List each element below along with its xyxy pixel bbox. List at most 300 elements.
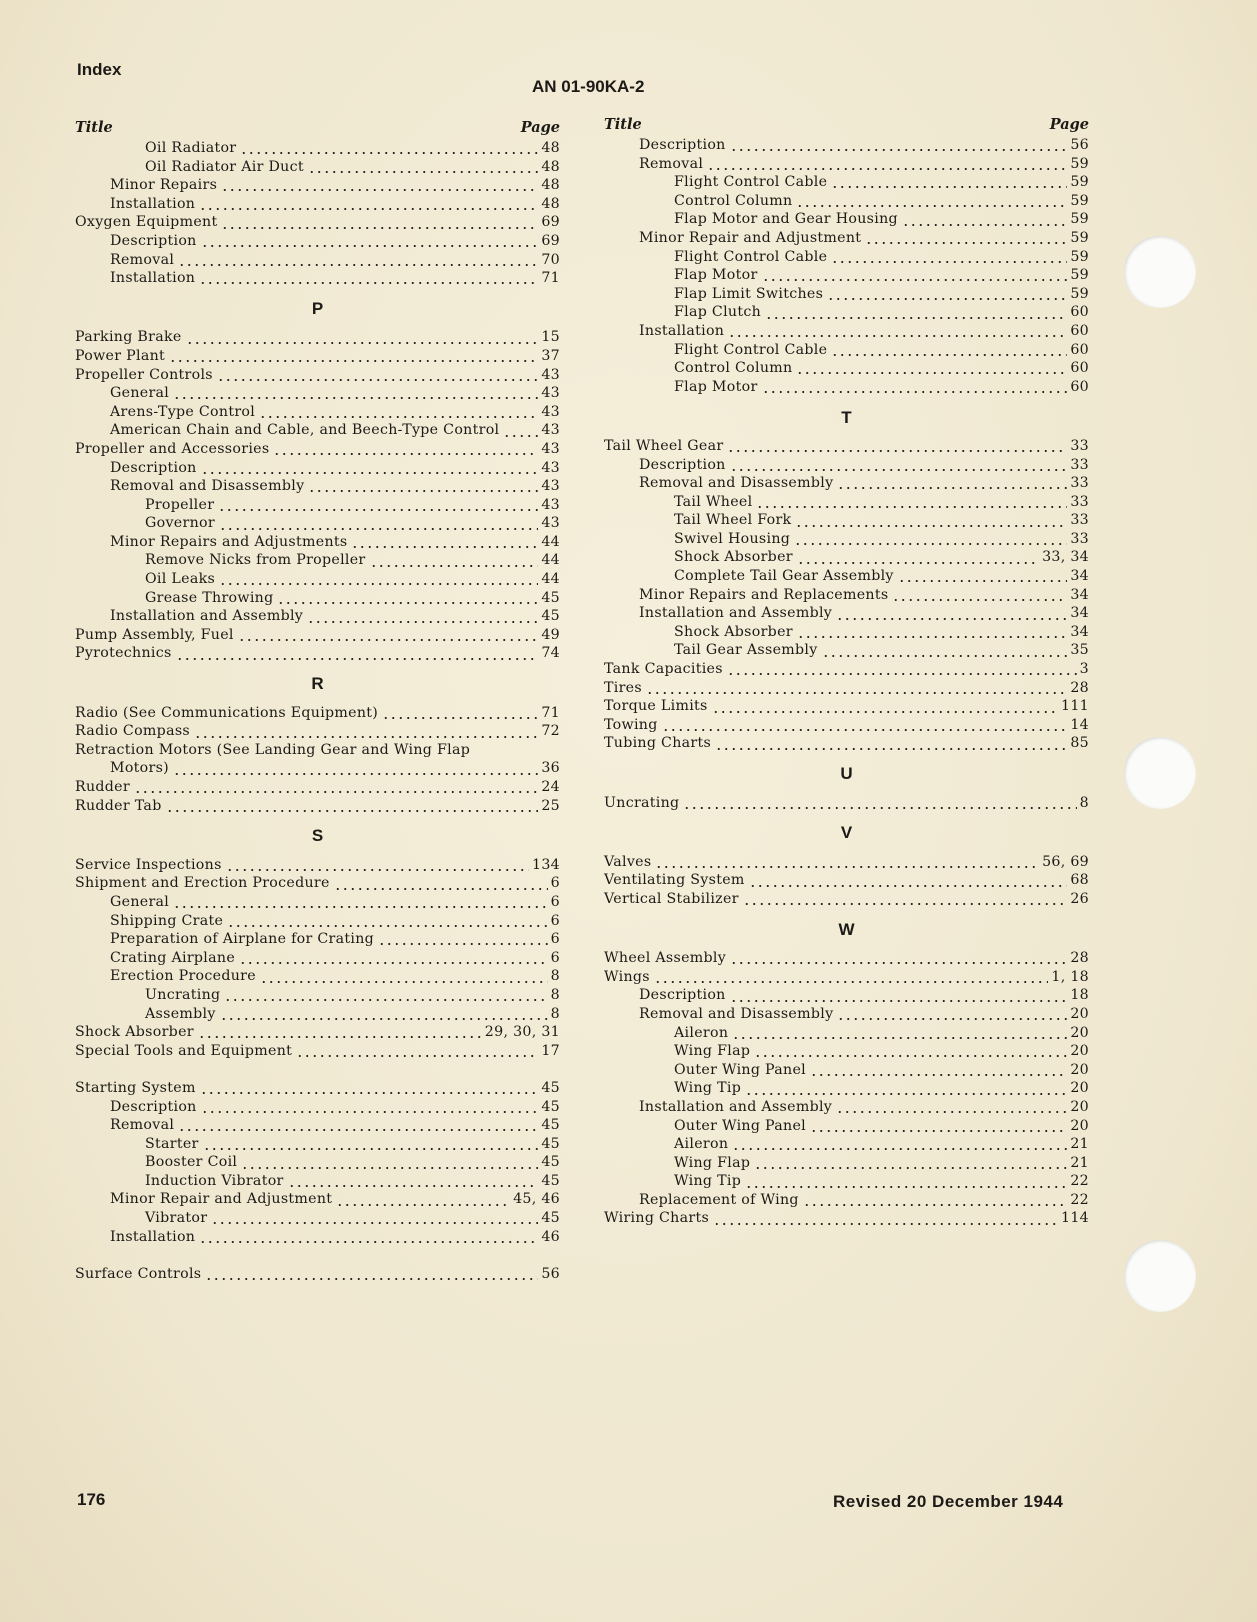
entry-title: Wings — [604, 968, 650, 985]
dot-leader — [273, 448, 538, 456]
entry-page: 45 — [541, 1098, 560, 1115]
dot-leader — [240, 147, 538, 155]
dot-leader — [749, 880, 1068, 888]
column-header — [75, 117, 560, 139]
index-entry — [604, 1098, 1089, 1117]
spacer — [75, 1246, 560, 1265]
entry-title: Outer Wing Panel — [674, 1061, 806, 1078]
index-entry — [75, 893, 560, 912]
index-entry — [75, 722, 560, 741]
index-entry — [75, 778, 560, 797]
entry-page: 33 — [1070, 512, 1089, 529]
index-entry — [75, 533, 560, 552]
entry-title: Shipment and Erection Procedure — [75, 875, 330, 892]
entry-title: Shipping Crate — [110, 912, 224, 929]
index-entry — [75, 856, 560, 875]
index-entry — [75, 1116, 560, 1135]
entry-page: 34 — [1070, 586, 1089, 603]
entry-page: 74 — [541, 645, 560, 662]
letter-heading: R — [311, 674, 324, 694]
entry-page: 44 — [541, 571, 560, 588]
entry-page: 6 — [550, 949, 560, 966]
dot-leader — [201, 467, 539, 475]
entry-page: 18 — [1070, 987, 1089, 1004]
entry-page: 3 — [1079, 661, 1089, 678]
index-entry — [75, 1098, 560, 1117]
entry-page: 59 — [1070, 229, 1089, 246]
entry-title: Wing Tip — [674, 1173, 742, 1190]
index-entry — [75, 1153, 560, 1172]
entry-page: 43 — [541, 385, 560, 402]
index-entry — [604, 136, 1089, 155]
index-entry — [75, 195, 560, 214]
letter-heading: W — [838, 919, 855, 939]
entry-page: 34 — [1070, 623, 1089, 640]
dot-leader — [238, 634, 539, 642]
dot-leader — [836, 613, 1067, 621]
dot-leader — [351, 541, 538, 549]
index-entry — [75, 251, 560, 270]
entry-title: Flight Control Cable — [674, 248, 828, 265]
dot-leader — [220, 1013, 548, 1021]
entry-title: Preparation of Airplane for Crating — [110, 931, 375, 948]
entry-title: Minor Repair and Adjustment — [639, 229, 862, 246]
index-entry — [604, 1172, 1089, 1191]
entry-title: Installation — [110, 270, 196, 287]
index-entry — [604, 1042, 1089, 1061]
entry-title: Oil Leaks — [145, 571, 216, 588]
entry-title: Removal and Disassembly — [110, 478, 305, 495]
entry-title: Rudder — [75, 779, 130, 795]
entry-page: 33 — [1070, 437, 1089, 454]
dot-leader — [898, 575, 1068, 583]
index-column-right — [604, 114, 1089, 1228]
entry-title: Shock Absorber — [674, 623, 793, 640]
dot-leader — [336, 1199, 510, 1207]
dot-leader — [211, 1217, 538, 1225]
entry-title: Removal — [110, 251, 175, 268]
index-entry — [604, 1154, 1089, 1173]
entry-title: Flap Clutch — [674, 304, 762, 321]
entry-title: Minor Repairs and Adjustments — [110, 533, 348, 550]
page-column-label: Page — [1049, 116, 1089, 133]
entry-page: 60 — [1070, 360, 1089, 377]
index-entry — [604, 1191, 1089, 1210]
dot-leader — [205, 1273, 538, 1281]
entry-title: Complete Tail Gear Assembly — [674, 568, 894, 585]
entry-page: 33 — [1070, 475, 1089, 492]
entry-page: 48 — [541, 177, 560, 194]
index-entry — [75, 384, 560, 403]
dot-leader — [683, 802, 1076, 810]
index-entry — [75, 477, 560, 496]
index-entry — [604, 794, 1089, 813]
dot-leader — [810, 1069, 1067, 1077]
entry-title: Tubing Charts — [604, 735, 712, 752]
index-entry — [604, 1024, 1089, 1043]
dot-leader — [822, 650, 1068, 658]
index-entry — [75, 644, 560, 663]
index-entry — [75, 949, 560, 968]
entry-page: 20 — [1070, 1080, 1089, 1097]
index-entry — [604, 341, 1089, 360]
entry-page: 24 — [541, 779, 560, 795]
index-entry — [604, 548, 1089, 567]
index-entry — [604, 322, 1089, 341]
dot-leader — [221, 222, 538, 230]
index-entry — [75, 347, 560, 366]
index-entry — [75, 986, 560, 1005]
dot-leader — [765, 312, 1067, 320]
entry-title: Description — [110, 232, 197, 249]
entry-page: 44 — [541, 533, 560, 550]
entry-title: Flap Motor and Gear Housing — [674, 211, 898, 228]
dot-leader — [730, 464, 1068, 472]
dot-leader — [831, 349, 1067, 357]
entry-title: Torque Limits — [604, 698, 708, 715]
dot-leader — [199, 203, 538, 211]
index-entry — [75, 1042, 560, 1061]
index-entry — [75, 1023, 560, 1042]
entry-title: Minor Repair and Adjustment — [110, 1191, 333, 1208]
dot-leader — [892, 594, 1067, 602]
entry-title: Description — [110, 459, 197, 476]
dot-leader — [797, 631, 1068, 639]
index-entry — [75, 967, 560, 986]
entry-page: 72 — [541, 723, 560, 740]
revision-date: Revised 20 December 1944 — [833, 1492, 1064, 1511]
index-entry — [75, 912, 560, 931]
entry-page: 49 — [541, 626, 560, 643]
dot-leader — [713, 1218, 1058, 1226]
entry-title: Special Tools and Equipment — [75, 1042, 293, 1059]
entry-page: 43 — [541, 440, 560, 457]
dot-leader — [241, 1162, 538, 1170]
index-entry — [604, 660, 1089, 679]
entry-title: Tail Wheel Gear — [604, 437, 724, 454]
entry-title: Rudder Tab — [75, 797, 162, 814]
dot-leader — [730, 995, 1068, 1003]
entry-title: Retraction Motors (See Landing Gear and Wing Flap — [75, 741, 471, 758]
dot-leader — [831, 181, 1067, 189]
letter-heading: V — [840, 823, 853, 843]
entry-page: 59 — [1070, 285, 1089, 302]
page-column-label: Page — [520, 119, 560, 136]
dot-leader — [173, 901, 548, 909]
entry-page: 69 — [541, 232, 560, 249]
entry-page: 111 — [1061, 698, 1089, 715]
entry-page: 43 — [541, 496, 560, 513]
entry-title: Wheel Assembly — [604, 950, 727, 967]
entry-page: 33 — [1070, 456, 1089, 473]
entry-page: 56, 69 — [1042, 853, 1089, 870]
dot-leader — [296, 1050, 538, 1058]
index-entry — [75, 930, 560, 949]
dot-leader — [707, 163, 1067, 171]
entry-title: Shock Absorber — [674, 549, 793, 566]
entry-page: 43 — [541, 515, 560, 532]
index-entry — [75, 459, 560, 478]
index-entry — [604, 1005, 1089, 1024]
dot-leader — [732, 1143, 1067, 1151]
dot-leader — [803, 1199, 1068, 1207]
dot-leader — [307, 616, 538, 624]
entry-page: 21 — [1070, 1154, 1089, 1171]
entry-title: Removal — [639, 155, 704, 172]
entry-title: Booster Coil — [145, 1154, 238, 1171]
dot-leader — [762, 274, 1068, 282]
index-entry — [604, 285, 1089, 304]
entry-title: American Chain and Cable, and Beech-Type Control — [110, 422, 500, 439]
entry-title: Wing Flap — [674, 1043, 751, 1060]
dot-leader — [754, 1162, 1067, 1170]
index-entry — [75, 1135, 560, 1154]
entry-page: 56 — [1070, 137, 1089, 153]
entry-page: 6 — [550, 912, 560, 929]
entry-page: 48 — [541, 140, 560, 156]
index-entry — [604, 229, 1089, 248]
index-entry — [604, 530, 1089, 549]
dot-leader — [745, 1181, 1067, 1189]
dot-leader — [712, 706, 1058, 714]
entry-page: 43 — [541, 422, 560, 439]
dot-leader — [221, 184, 538, 192]
entry-title: Oil Radiator — [145, 140, 237, 156]
entry-page: 45 — [541, 608, 560, 625]
dot-leader — [134, 786, 538, 794]
entry-title: Vibrator — [145, 1210, 208, 1227]
index-entry — [604, 623, 1089, 642]
dot-leader — [827, 293, 1067, 301]
entry-title: Oxygen Equipment — [75, 214, 218, 231]
dot-leader — [199, 277, 538, 285]
entry-page: 22 — [1070, 1191, 1089, 1208]
entry-title: Vertical Stabilizer — [604, 890, 739, 907]
dot-leader — [662, 724, 1068, 732]
entry-title: Control Column — [674, 360, 793, 377]
index-entry — [75, 496, 560, 515]
entry-title: Arens-Type Control — [110, 403, 256, 420]
index-entry — [604, 716, 1089, 735]
dot-leader — [756, 501, 1067, 509]
dot-leader — [745, 1088, 1067, 1096]
entry-title: Towing — [604, 716, 658, 733]
index-entry — [604, 456, 1089, 475]
entry-page: 85 — [1070, 735, 1089, 752]
entry-title: Aileron — [674, 1136, 729, 1153]
entry-page: 20 — [1070, 1024, 1089, 1041]
dot-leader — [178, 259, 538, 267]
index-entry — [75, 741, 560, 760]
dot-leader — [166, 805, 539, 813]
entry-page: 45 — [541, 1172, 560, 1189]
entry-title: Tank Capacities — [604, 661, 723, 678]
dot-leader — [796, 200, 1067, 208]
entry-page: 44 — [541, 552, 560, 569]
index-entry — [604, 1135, 1089, 1154]
index-entry — [75, 1209, 560, 1228]
entry-page: 43 — [541, 459, 560, 476]
entry-title: Minor Repairs and Replacements — [639, 586, 889, 603]
entry-page: 15 — [541, 329, 560, 346]
dot-leader — [219, 578, 538, 586]
entry-title: Governor — [145, 515, 215, 532]
dot-leader — [836, 1106, 1067, 1114]
dot-leader — [201, 1106, 539, 1114]
index-entry — [604, 586, 1089, 605]
index-entry — [75, 1265, 560, 1284]
entry-title: Motors) — [110, 760, 170, 777]
entry-title: Description — [639, 987, 726, 1004]
entry-title: Control Column — [674, 192, 793, 209]
binder-hole — [1124, 1240, 1196, 1312]
dot-leader — [837, 1013, 1067, 1021]
entry-page: 36 — [541, 760, 560, 777]
entry-title: Uncrating — [604, 794, 680, 811]
dot-leader — [754, 1050, 1067, 1058]
index-entry — [75, 797, 560, 816]
entry-title: Installation — [110, 195, 196, 212]
index-column-left — [75, 117, 560, 1283]
entry-page: 71 — [541, 270, 560, 287]
dot-leader — [810, 1125, 1067, 1133]
entry-page: 20 — [1070, 1098, 1089, 1115]
index-entry — [75, 440, 560, 459]
index-entry — [75, 213, 560, 232]
entry-page: 134 — [532, 856, 560, 873]
entry-page: 34 — [1070, 605, 1089, 622]
index-entry — [75, 589, 560, 608]
dot-leader — [173, 768, 538, 776]
entry-title: Assembly — [145, 1005, 216, 1022]
index-entry — [75, 759, 560, 778]
index-entry — [75, 232, 560, 251]
index-entry — [75, 328, 560, 347]
index-entry — [75, 874, 560, 893]
dot-leader — [199, 1236, 538, 1244]
entry-page: 60 — [1070, 304, 1089, 321]
dot-leader — [655, 861, 1039, 869]
dot-leader — [198, 1031, 482, 1039]
entry-title: Grease Throwing — [145, 589, 274, 606]
index-entry — [75, 551, 560, 570]
dot-leader — [730, 957, 1067, 965]
index-entry — [604, 511, 1089, 530]
title-column-label: Title — [75, 119, 113, 136]
entry-page: 60 — [1070, 378, 1089, 395]
entry-title: Starter — [145, 1135, 199, 1152]
entry-title: General — [110, 385, 170, 402]
index-entry — [604, 248, 1089, 267]
entry-title: Oil Radiator Air Duct — [145, 158, 304, 175]
entry-page: 20 — [1070, 1043, 1089, 1060]
index-entry — [604, 679, 1089, 698]
dot-leader — [728, 330, 1067, 338]
entry-page: 37 — [541, 347, 560, 364]
entry-page: 69 — [541, 214, 560, 231]
dot-leader — [178, 1124, 538, 1132]
dot-leader — [186, 337, 539, 345]
index-entry — [604, 266, 1089, 285]
entry-page: 20 — [1070, 1061, 1089, 1078]
dot-leader — [169, 355, 538, 363]
entry-title: Propeller and Accessories — [75, 440, 270, 457]
index-entry — [604, 192, 1089, 211]
dot-leader — [503, 430, 538, 438]
dot-leader — [743, 898, 1068, 906]
entry-title: Outer Wing Panel — [674, 1117, 806, 1134]
entry-title: Power Plant — [75, 347, 166, 364]
dot-leader — [201, 240, 539, 248]
entry-title: Flap Limit Switches — [674, 285, 824, 302]
letter-heading: P — [311, 299, 324, 319]
index-entry — [75, 176, 560, 195]
entry-title: Pyrotechnics — [75, 645, 172, 662]
index-entry — [604, 1061, 1089, 1080]
index-entry — [75, 158, 560, 177]
binder-hole — [1124, 236, 1196, 308]
entry-page: 45 — [541, 1135, 560, 1152]
dot-leader — [715, 743, 1067, 751]
spacer — [75, 1060, 560, 1079]
dot-leader — [646, 687, 1067, 695]
entry-title: Induction Vibrator — [145, 1172, 284, 1189]
entry-page: 45 — [541, 1210, 560, 1227]
dot-leader — [837, 482, 1067, 490]
entry-page: 21 — [1070, 1136, 1089, 1153]
entry-page: 45 — [541, 589, 560, 606]
entry-page: 59 — [1070, 267, 1089, 284]
index-entry — [604, 437, 1089, 456]
title-column-label: Title — [604, 116, 642, 133]
entry-title: Flap Motor — [674, 378, 758, 395]
index-entry — [604, 1117, 1089, 1136]
column-header — [604, 114, 1089, 136]
index-entry — [75, 1228, 560, 1247]
dot-leader — [797, 557, 1039, 565]
entry-page: 28 — [1070, 679, 1089, 696]
entry-title: Wing Tip — [674, 1080, 742, 1097]
index-entry — [604, 604, 1089, 623]
index-entry — [75, 421, 560, 440]
entry-title: Radio Compass — [75, 723, 190, 740]
entry-title: Minor Repairs — [110, 177, 218, 194]
entry-title: Installation and Assembly — [639, 1098, 833, 1115]
dot-leader — [218, 504, 538, 512]
dot-leader — [334, 883, 548, 891]
entry-title: Installation — [110, 1228, 196, 1245]
dot-leader — [796, 367, 1067, 375]
entry-page: 29, 30, 31 — [484, 1024, 560, 1041]
dot-leader — [239, 957, 548, 965]
entry-page: 6 — [550, 875, 560, 892]
index-entry — [604, 986, 1089, 1005]
section-label: Index — [77, 60, 122, 79]
entry-title: Surface Controls — [75, 1265, 202, 1282]
entry-page: 70 — [541, 251, 560, 268]
entry-title: Wing Flap — [674, 1154, 751, 1171]
entry-page: 45 — [541, 1079, 560, 1096]
dot-leader — [219, 523, 538, 531]
entry-title: Installation and Assembly — [639, 605, 833, 622]
entry-page: 114 — [1061, 1210, 1089, 1227]
dot-leader — [200, 1087, 539, 1095]
entry-title: Valves — [604, 853, 652, 870]
entry-page: 33, 34 — [1042, 549, 1089, 566]
index-entry — [604, 949, 1089, 968]
entry-page: 33 — [1070, 530, 1089, 547]
entry-page: 43 — [541, 403, 560, 420]
